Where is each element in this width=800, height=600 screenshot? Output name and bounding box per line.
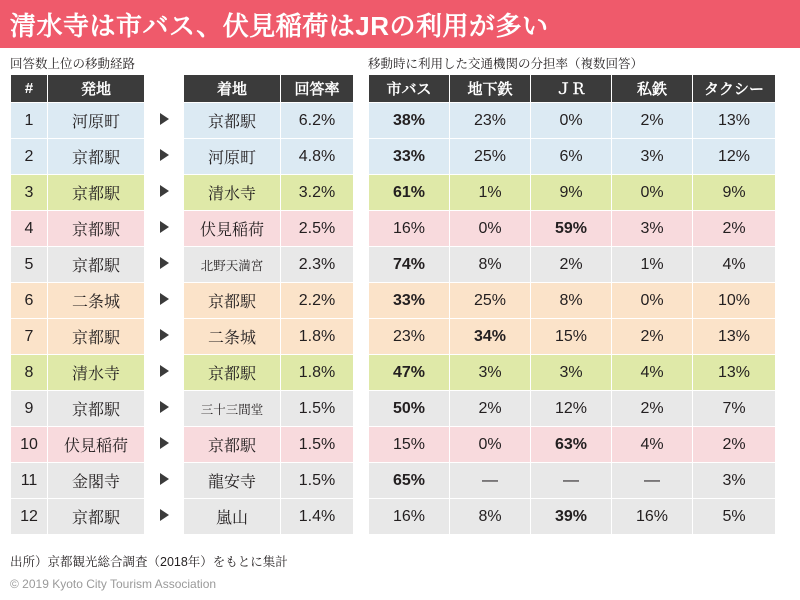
modal-share-table-head [369,75,776,103]
cell-taxi: 13% [693,103,776,139]
cell-taxi: 9% [693,175,776,211]
cell-rank: 8 [11,355,48,391]
cell-jr: 6% [531,139,612,175]
cell-rate: 3.2% [281,175,354,211]
cell-bus: 15% [369,427,450,463]
arrow-icon [145,283,184,319]
cell-from: 京都駅 [48,175,145,211]
cell-taxi: 12% [693,139,776,175]
col-header-arrow [145,75,184,103]
cell-jr: 63% [531,427,612,463]
cell-rate: 2.5% [281,211,354,247]
table-row [11,283,354,319]
table-row [11,355,354,391]
arrow-icon [145,463,184,499]
arrow-right-icon [160,473,169,485]
table-row [11,391,354,427]
cell-rank: 10 [11,427,48,463]
col-header-to: 着地 [184,75,281,103]
col-header-subway: 地下鉄 [450,75,531,103]
table-row [369,283,776,319]
cell-private: 4% [612,427,693,463]
cell-rank: 12 [11,499,48,535]
cell-rate: 1.4% [281,499,354,535]
arrow-right-icon [160,221,169,233]
cell-taxi: 5% [693,499,776,535]
table-row [369,175,776,211]
arrow-right-icon [160,329,169,341]
cell-taxi: 7% [693,391,776,427]
table-row [369,211,776,247]
routes-table-body [11,103,354,535]
cell-private: 2% [612,319,693,355]
cell-jr: 12% [531,391,612,427]
cell-rank: 5 [11,247,48,283]
table-row [11,103,354,139]
cell-from: 金閣寺 [48,463,145,499]
arrow-right-icon [160,401,169,413]
cell-bus: 47% [369,355,450,391]
cell-from: 二条城 [48,283,145,319]
table-row [369,427,776,463]
cell-subway: 25% [450,139,531,175]
cell-jr: 0% [531,103,612,139]
source-note: 出所）京都観光総合調査（2018年）をもとに集計 [10,555,288,569]
routes-table-head [11,75,354,103]
cell-private: 3% [612,211,693,247]
arrow-icon [145,175,184,211]
cell-from: 清水寺 [48,355,145,391]
arrow-right-icon [160,149,169,161]
cell-rate: 1.5% [281,427,354,463]
cell-to: 伏見稲荷 [184,211,281,247]
cell-to: 北野天満宮 [184,247,281,283]
cell-to: 清水寺 [184,175,281,211]
arrow-right-icon [160,365,169,377]
cell-rank: 1 [11,103,48,139]
cell-from: 京都駅 [48,211,145,247]
cell-bus: 16% [369,211,450,247]
col-header-bus: 市バス [369,75,450,103]
cell-taxi: 4% [693,247,776,283]
cell-rate: 1.5% [281,463,354,499]
cell-subway: 8% [450,247,531,283]
table-row [11,139,354,175]
cell-taxi: 2% [693,427,776,463]
table-row [369,103,776,139]
table-row [369,463,776,499]
cell-subway: — [450,463,531,499]
cell-private: 1% [612,247,693,283]
cell-private: 2% [612,391,693,427]
cell-jr: 8% [531,283,612,319]
cell-private: 0% [612,283,693,319]
cell-private: 3% [612,139,693,175]
cell-bus: 16% [369,499,450,535]
arrow-right-icon [160,293,169,305]
cell-from: 伏見稲荷 [48,427,145,463]
cell-subway: 34% [450,319,531,355]
cell-subway: 8% [450,499,531,535]
table-row [369,139,776,175]
table-row [369,391,776,427]
page-title: 清水寺は市バス、伏見稲荷はJRの利用が多い [10,10,549,41]
arrow-icon [145,427,184,463]
cell-jr: 15% [531,319,612,355]
cell-from: 河原町 [48,103,145,139]
table-row [369,499,776,535]
cell-jr: 59% [531,211,612,247]
cell-taxi: 13% [693,319,776,355]
copyright-note: © 2019 Kyoto City Tourism Association [10,577,217,591]
cell-subway: 1% [450,175,531,211]
cell-subway: 2% [450,391,531,427]
col-header-taxi: タクシー [693,75,776,103]
table-row [11,247,354,283]
modal-share-table [368,74,776,535]
table-row [11,427,354,463]
table-row [11,463,354,499]
cell-from: 京都駅 [48,391,145,427]
cell-rank: 11 [11,463,48,499]
col-header-from: 発地 [48,75,145,103]
table-row [11,499,354,535]
cell-from: 京都駅 [48,139,145,175]
routes-table [10,74,354,535]
col-header-rate: 回答率 [281,75,354,103]
arrow-icon [145,355,184,391]
cell-rate: 1.8% [281,355,354,391]
cell-rank: 6 [11,283,48,319]
cell-private: 16% [612,499,693,535]
cell-rate: 1.5% [281,391,354,427]
cell-taxi: 13% [693,355,776,391]
table-header-row [369,75,776,103]
arrow-right-icon [160,509,169,521]
arrow-right-icon [160,437,169,449]
cell-from: 京都駅 [48,319,145,355]
cell-rate: 4.8% [281,139,354,175]
cell-rank: 3 [11,175,48,211]
left-section-caption: 回答数上位の移動経路 [10,57,136,71]
cell-bus: 33% [369,139,450,175]
cell-rate: 1.8% [281,319,354,355]
cell-rank: 9 [11,391,48,427]
table-row [369,247,776,283]
arrow-icon [145,319,184,355]
cell-to: 二条城 [184,319,281,355]
cell-taxi: 2% [693,211,776,247]
cell-bus: 50% [369,391,450,427]
arrow-icon [145,391,184,427]
cell-from: 京都駅 [48,247,145,283]
cell-bus: 61% [369,175,450,211]
cell-from: 京都駅 [48,499,145,535]
arrow-icon [145,211,184,247]
cell-to: 京都駅 [184,283,281,319]
cell-bus: 74% [369,247,450,283]
cell-to: 京都駅 [184,427,281,463]
cell-rate: 2.3% [281,247,354,283]
arrow-icon [145,247,184,283]
right-section-caption: 移動時に利用した交通機関の分担率（複数回答） [368,57,644,71]
title-bar [0,0,800,48]
col-header-jr: ＪＲ [531,75,612,103]
cell-subway: 23% [450,103,531,139]
cell-subway: 0% [450,211,531,247]
cell-rank: 7 [11,319,48,355]
col-header-private: 私鉄 [612,75,693,103]
cell-subway: 25% [450,283,531,319]
modal-share-table-body [369,103,776,535]
cell-jr: — [531,463,612,499]
cell-rate: 2.2% [281,283,354,319]
cell-taxi: 10% [693,283,776,319]
arrow-icon [145,499,184,535]
cell-rate: 6.2% [281,103,354,139]
cell-private: — [612,463,693,499]
cell-to: 京都駅 [184,103,281,139]
table-header-row [11,75,354,103]
cell-bus: 38% [369,103,450,139]
cell-subway: 3% [450,355,531,391]
cell-to: 京都駅 [184,355,281,391]
table-row [369,319,776,355]
cell-private: 2% [612,103,693,139]
cell-bus: 33% [369,283,450,319]
arrow-icon [145,139,184,175]
table-row [11,211,354,247]
table-row [11,319,354,355]
cell-jr: 2% [531,247,612,283]
arrow-right-icon [160,257,169,269]
arrow-right-icon [160,185,169,197]
cell-rank: 2 [11,139,48,175]
cell-to: 河原町 [184,139,281,175]
arrow-right-icon [160,113,169,125]
cell-jr: 39% [531,499,612,535]
arrow-icon [145,103,184,139]
cell-bus: 23% [369,319,450,355]
col-header-rank: # [11,75,48,103]
cell-jr: 3% [531,355,612,391]
table-row [369,355,776,391]
cell-bus: 65% [369,463,450,499]
table-row [11,175,354,211]
cell-to: 龍安寺 [184,463,281,499]
cell-to: 三十三間堂 [184,391,281,427]
cell-rank: 4 [11,211,48,247]
cell-subway: 0% [450,427,531,463]
cell-jr: 9% [531,175,612,211]
cell-private: 0% [612,175,693,211]
cell-private: 4% [612,355,693,391]
cell-taxi: 3% [693,463,776,499]
cell-to: 嵐山 [184,499,281,535]
